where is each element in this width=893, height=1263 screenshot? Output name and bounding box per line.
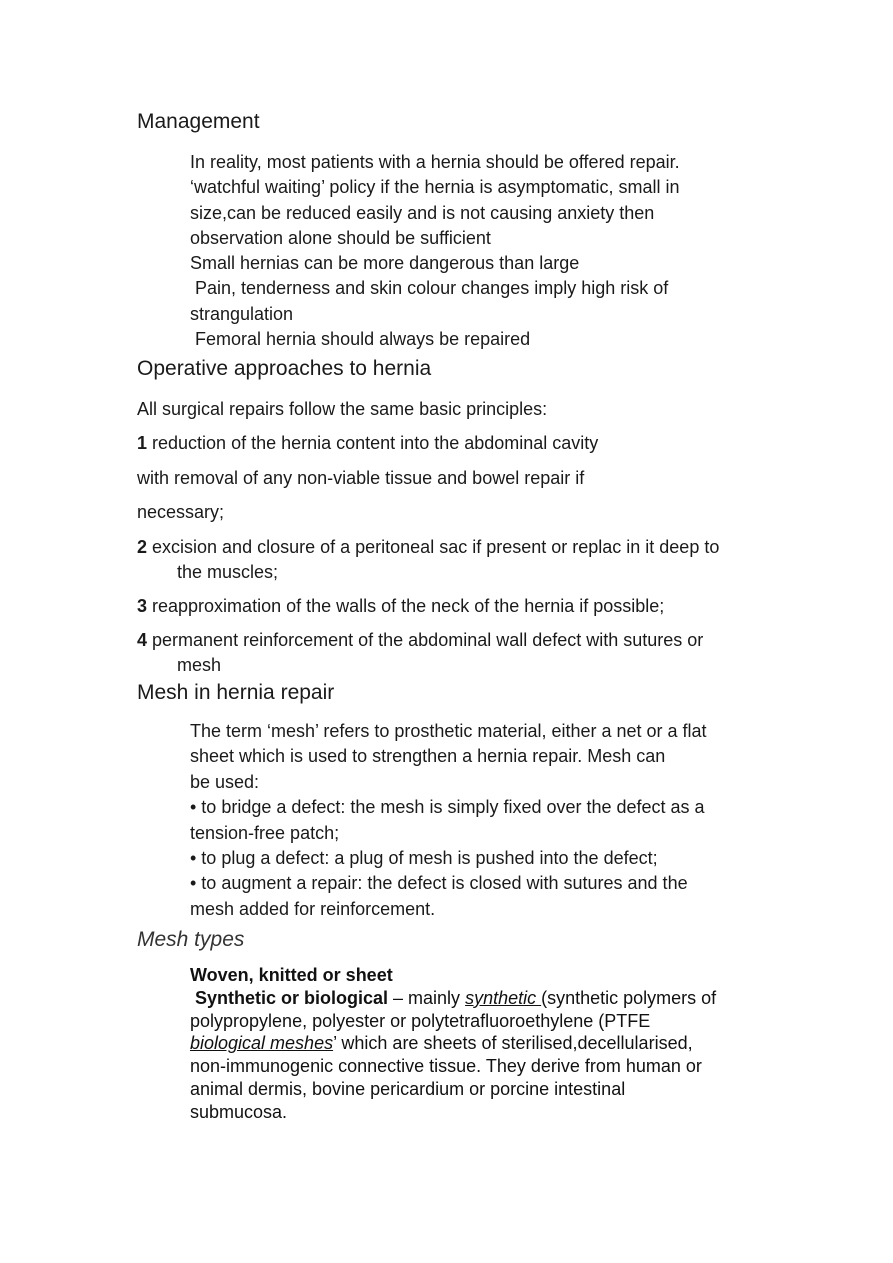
management-line: observation alone should be sufficient [190, 227, 491, 248]
step-text: permanent reinforcement of the abdominal wall defect with sutures or [147, 630, 704, 650]
step-3 [137, 594, 664, 618]
operative-heading: Operative approaches to hernia [137, 357, 432, 380]
mesh-types-line: animal dermis, bovine pericardium or porcine intestinal [190, 1078, 626, 1099]
step-4-continuation: mesh [177, 655, 222, 675]
mesh-types-line [190, 987, 790, 1010]
biological-meshes-link[interactable]: biological meshes [190, 1033, 334, 1054]
step-text: reduction of the hernia content into the abdominal cavity [147, 433, 599, 453]
management-heading: Management [137, 110, 260, 133]
mesh-types-subheading: Woven, knitted or sheet [190, 965, 393, 985]
management-line: size,can be reduced easily and is not causing anxiety then [190, 202, 655, 223]
mesh-types-text-segment: – mainly [388, 987, 466, 1008]
step-text: reapproximation of the walls of the neck of the hernia if possible; [147, 596, 665, 616]
operative-intro: All surgical repairs follow the same basic principles: [137, 399, 548, 419]
management-line: ‘watchful waiting’ policy if the hernia is asymptomatic, small in [190, 177, 680, 198]
mesh-types-heading: Mesh types [137, 928, 245, 951]
mesh-repair-text [190, 719, 790, 922]
mesh-repair-line: be used: [190, 771, 260, 792]
mesh-repair-line: tension-free patch; [190, 822, 340, 843]
mesh-repair-line: • to plug a defect: a plug of mesh is pushed into the defect; [190, 848, 658, 869]
management-text [190, 150, 790, 352]
synthetic-link[interactable]: synthetic [465, 987, 542, 1008]
step-number: 4 [137, 630, 148, 650]
mesh-repair-line: sheet which is used to strengthen a hernia repair. Mesh can [190, 746, 666, 767]
synthetic-or-biological-label: Synthetic or biological [190, 987, 389, 1008]
step-number: 3 [137, 596, 148, 616]
mesh-types-line [190, 1032, 790, 1055]
mesh-types-text-segment: ’ which are sheets of sterilised,decellularised, [333, 1033, 693, 1054]
mesh-repair-heading: Mesh in hernia repair [137, 681, 335, 704]
mesh-types-line: submucosa. [190, 1101, 288, 1122]
management-line: Small hernias can be more dangerous than large [190, 253, 580, 274]
step-1-line-2: with removal of any non-viable tissue and bowel repair if [137, 468, 585, 488]
mesh-repair-line: • to augment a repair: the defect is closed with sutures and the [190, 873, 688, 894]
step-1-line-3: necessary; [137, 502, 225, 522]
management-line: strangulation [190, 303, 294, 324]
mesh-types-text-segment: (synthetic polymers of [541, 987, 717, 1008]
management-line: Femoral hernia should always be repaired [190, 329, 531, 350]
mesh-types-line: polypropylene, polyester or polytetrafluoroethylene (PTFE [190, 1010, 651, 1031]
mesh-types-line: non-immunogenic connective tissue. They derive from human or [190, 1056, 702, 1077]
mesh-repair-line: The term ‘mesh’ refers to prosthetic material, either a net or a flat [190, 721, 707, 741]
step-text: excision and closure of a peritoneal sac if present or replac in it deep to [147, 537, 720, 557]
management-line: In reality, most patients with a hernia should be offered repair. [190, 152, 680, 172]
step-2-continuation: the muscles; [177, 562, 279, 582]
step-1 [137, 431, 598, 455]
step-number: 1 [137, 433, 148, 453]
mesh-repair-line: mesh added for reinforcement. [190, 898, 436, 919]
mesh-types-text [190, 964, 790, 1124]
step-2 [137, 535, 719, 559]
mesh-repair-line: • to bridge a defect: the mesh is simply fixed over the defect as a [190, 797, 705, 818]
step-number: 2 [137, 537, 148, 557]
step-4 [137, 628, 703, 652]
management-line: Pain, tenderness and skin colour changes imply high risk of [190, 278, 669, 299]
